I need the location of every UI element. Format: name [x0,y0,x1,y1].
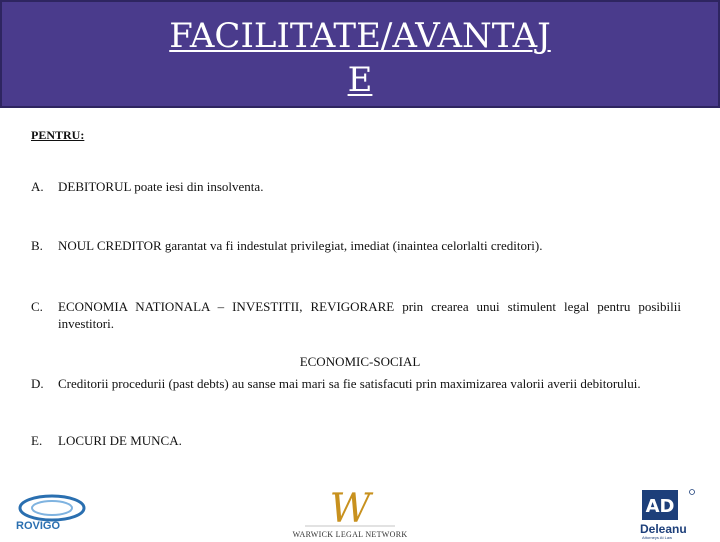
list-item-text: NOUL CREDITOR garantat va fi indestulat privilegiat, imediat (inaintea celorlalti creditori). [58,238,543,253]
slide-title [0,14,720,102]
subtitle-pentru: PENTRU: [31,128,85,142]
rovigo-logo-icon [8,490,98,538]
economic-social-heading: ECONOMIC-SOCIAL [299,354,421,369]
list-item-letter: E. [31,433,43,448]
deleanu-logo-icon [636,488,702,540]
list-item-a [31,178,681,195]
list-item-text: DEBITORUL poate iesi din insolventa. [58,179,264,194]
list-item-text: Creditorii procedurii (past debts) au sanse mai mari sa fie satisfacuti prin maximizarea valorii averii debitorului. [58,376,641,391]
svg-text:W: W [329,486,371,530]
slide-title-line1: FACILITATE/AVANTAJ [169,16,551,56]
slide-title-line2: E [347,60,373,100]
deleanu-logo-subtext: Attorneys At Law [642,535,673,540]
list-item-c [31,298,681,332]
svg-text:AD: AD [645,496,675,517]
list-item-b [31,237,681,254]
warwick-logo-text: WARWICK LEGAL NETWORK [292,530,408,539]
list-item-letter: B. [31,238,43,253]
list-item-letter: D. [31,376,44,391]
list-item-text: ECONOMIA NATIONALA – INVESTITII, REVIGORARE prin crearea unui stimulent legal pentru posibilii investitori. [58,299,681,331]
list-item-e [31,432,681,449]
rovigo-logo-text: ROVIGO [16,520,61,532]
list-item-letter: C. [31,299,43,314]
list-item-d [31,375,681,392]
list-item-text: LOCURI DE MUNCA. [58,433,182,448]
list-item-letter: A. [31,179,44,194]
warwick-logo-icon [285,486,415,540]
deleanu-logo-text: Deleanu [640,522,687,536]
